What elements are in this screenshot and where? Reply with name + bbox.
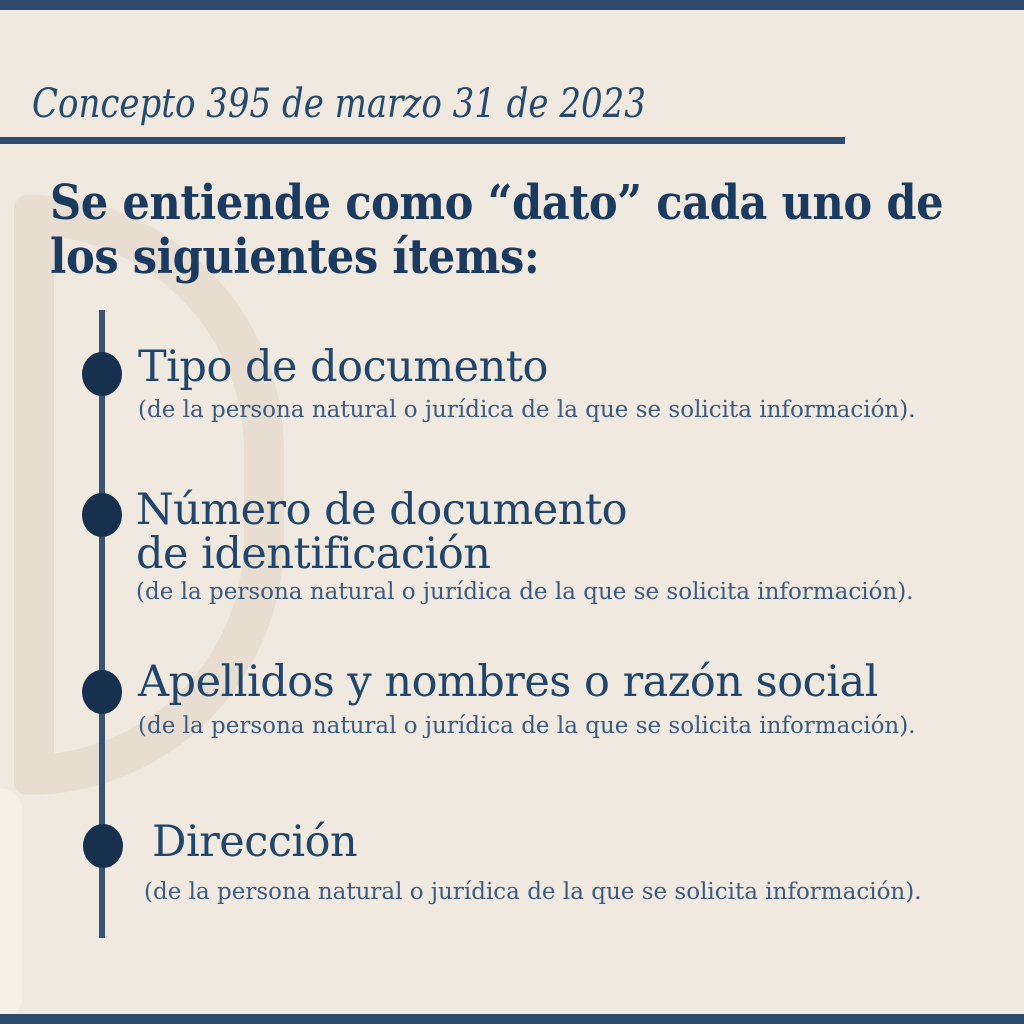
item-title: Apellidos y nombres o razón social — [138, 657, 878, 707]
item-subtitle: (de la persona natural o jurídica de la que se solicita información). — [144, 879, 922, 905]
item-title: Número de documento — [136, 485, 628, 535]
concept-title: Concepto 395 de marzo 31 de 2023 — [32, 81, 646, 127]
bottom-accent-bar — [0, 1014, 1024, 1024]
item-subtitle: (de la persona natural o jurídica de la que se solicita información). — [138, 713, 916, 739]
item-title: Dirección — [152, 817, 358, 867]
item-subtitle: (de la persona natural o jurídica de la que se solicita información). — [138, 397, 916, 423]
item-title-line2: de identificación — [136, 529, 491, 579]
bullet-icon — [83, 824, 123, 868]
top-accent-bar — [0, 0, 1024, 10]
item-title: Tipo de documento — [138, 342, 548, 392]
main-heading — [50, 176, 943, 284]
item-subtitle: (de la persona natural o jurídica de la que se solicita información). — [136, 579, 914, 605]
watermark-corner-shape — [0, 788, 22, 1020]
main-heading-line2: los siguientes ítems: — [50, 229, 540, 285]
title-divider — [0, 137, 845, 144]
bullet-icon — [82, 352, 122, 396]
bullet-icon — [82, 670, 122, 714]
timeline-item-tipo-documento — [138, 342, 916, 424]
timeline-item-numero-documento — [136, 485, 914, 606]
timeline-item-direccion — [144, 817, 922, 906]
main-heading-line1: Se entiende como “dato” cada uno de — [50, 175, 944, 231]
timeline-item-apellidos-nombres — [138, 657, 916, 740]
bullet-icon — [82, 493, 122, 537]
